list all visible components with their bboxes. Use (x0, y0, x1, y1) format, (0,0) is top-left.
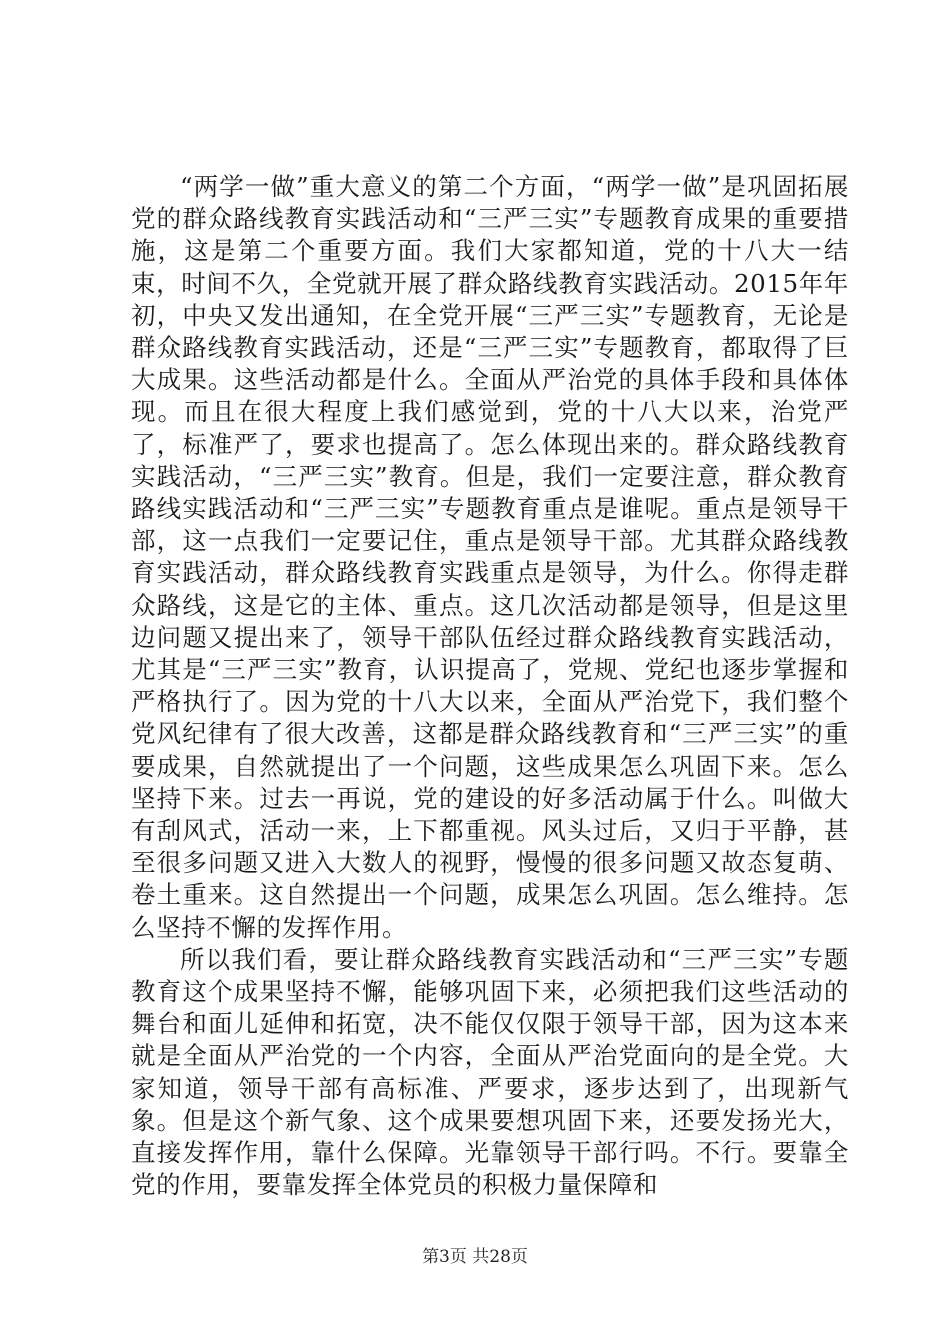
document-body (131, 171, 849, 1202)
paragraph-1: “两学一做”重大意义的第二个方面，“两学一做”是巩固拓展党的群众路线教育实践活动和“三严三实”专题教育成果的重要措施，这是第二个重要方面。我们大家都知道，党的十八大一结束，时间不久，全党就开展了群众路线教育实践活动。2015年年初，中央又发出通知，在全党开展“三严三实”专题教育，无论是群众路线教育实践活动，还是“三严三实”专题教育，都取得了巨大成果。这些活动都是什么。全面从严治党的具体手段和具体体现。而且在很大程度上我们感觉到，党的十八大以来，治党严了，标准严了，要求也提高了。怎么体现出来的。群众路线教育实践活动，“三严三实”教育。但是，我们一定要注意，群众教育路线实践活动和“三严三实”专题教育重点是谁呢。重点是领导干部，这一点我们一定要记住，重点是领导干部。尤其群众路线教育实践活动，群众路线教育实践重点是领导，为什么。你得走群众路线，这是它的主体、重点。这几次活动都是领导，但是这里边问题又提出来了，领导干部队伍经过群众路线教育实践活动，尤其是“三严三实”教育，认识提高了，党规、党纪也逐步掌握和严格执行了。因为党的十八大以来，全面从严治党下，我们整个党风纪律有了很大改善，这都是群众路线教育和“三严三实”的重要成果，自然就提出了一个问题，这些成果怎么巩固下来。怎么坚持下来。过去一再说，党的建设的好多活动属于什么。叫做大有刮风式，活动一来，上下都重视。风头过后，又归于平静，甚至很多问题又进入大数人的视野，慢慢的很多问题又故态复萌、卷土重来。这自然提出一个问题，成果怎么巩固。怎么维持。怎么坚持不懈的发挥作用。 (131, 172, 849, 942)
page-footer: 第3页 共28页 (422, 1247, 528, 1267)
paragraph-2: 所以我们看，要让群众路线教育实践活动和“三严三实”专题教育这个成果坚持不懈，能够巩固下来，必须把我们这些活动的舞台和面儿延伸和拓宽，决不能仅仅限于领导干部，因为这本来就是全面从严治党的一个内容，全面从严治党面向的是全党。大家知道，领导干部有高标准、严要求，逐步达到了，出现新气象。但是这个新气象、这个成果要想巩固下来，还要发扬光大，直接发挥作用，靠什么保障。光靠领导干部行吗。不行。要靠全党的作用，要靠发挥全体党员的积极力量保障和 (131, 944, 849, 1200)
